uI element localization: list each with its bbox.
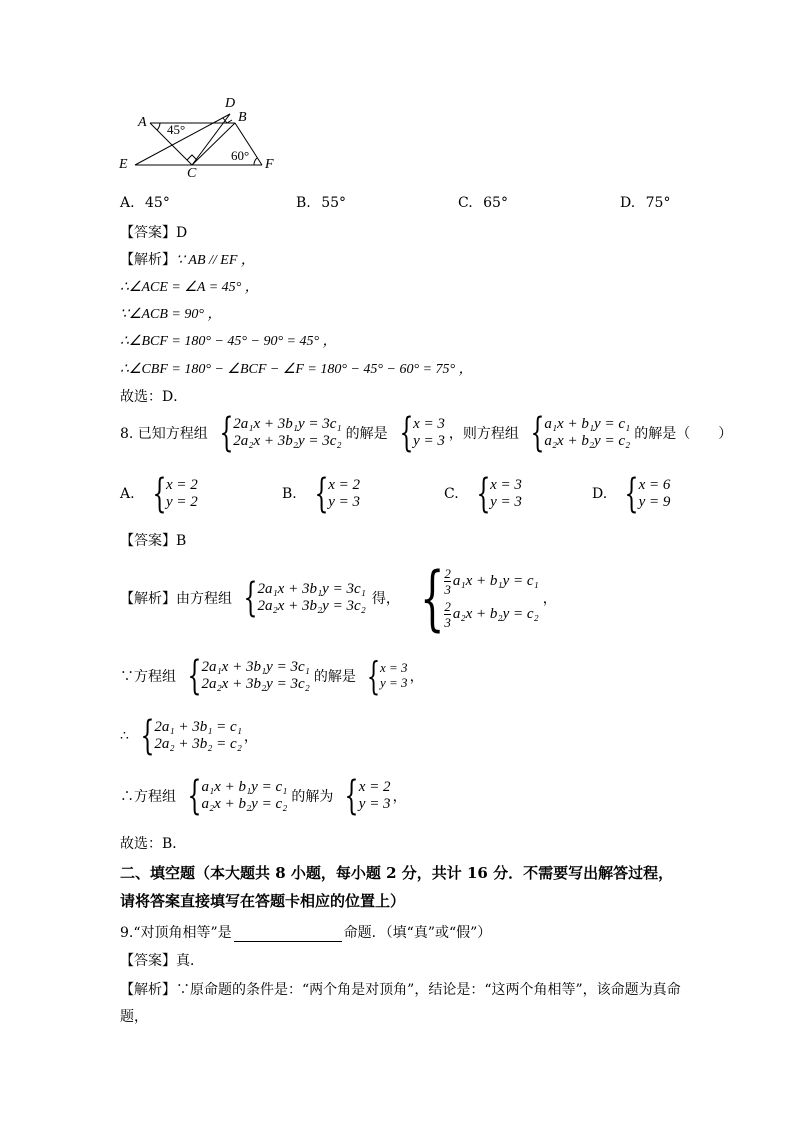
answer-value: B	[176, 533, 187, 549]
step-prefix: ∴方程组	[120, 789, 176, 805]
answer-blank	[234, 927, 342, 942]
q7-answer	[120, 222, 187, 242]
q8-analysis-step-1: 【解析】 由方程组 { 2a₁x + 3b₁y = 3c₁ 2a₂x + 3b₂y = 3c₂ 得， { $\frac{2}{3}$ a₁x + b₁y = c₁ $\frac{2}{3}$ a₂x + b₂y = c₂ ，	[120, 557, 557, 639]
q8-analysis-step-3: ∴ { 2a₁ + 3b₁ = c₁ 2a₂ + 3b₂ = c₂ ，	[120, 713, 258, 759]
point-label-c: C	[187, 166, 197, 181]
step-prefix: 由方程组	[176, 591, 232, 607]
option-letter: D.	[620, 195, 636, 211]
option-letter: C.	[444, 486, 459, 502]
q7-option-b	[296, 195, 346, 211]
right-angle-mark-c	[187, 155, 197, 160]
q9-analysis-line-2: 题，	[120, 1009, 148, 1025]
q8-conclusion: 故选：B．	[120, 836, 187, 852]
point-label-d: D	[225, 96, 236, 111]
step-mid: 的解为	[291, 789, 334, 805]
section-2-heading-line-1: 二、填空题（本大题共 8 小题，每小题 2 分，共计 16 分．不需要写出解答过程，	[120, 864, 674, 882]
step-prefix: ∵方程组	[120, 669, 176, 685]
q8-analysis-step-4: ∴方程组 { a₁x + b₁y = c₁ a₂x + b₂y = c₂ 的解为 { x = 2 y = 3 ，	[120, 773, 407, 819]
q9-prefix: 9.“对顶角相等”是	[120, 925, 232, 941]
equation: 2a₁x + 3b₁y = 3c₁	[257, 580, 366, 597]
equation: y = 9	[638, 494, 671, 510]
point-label-a: A	[138, 115, 147, 130]
equation: x = 3	[413, 415, 445, 432]
section-2-heading-line-2: 请将答案直接填写在答题卡相应的位置上）	[120, 892, 406, 910]
analysis-tag: 【解析】	[120, 982, 176, 998]
equation: x = 3	[490, 476, 522, 493]
point-label-b: B	[238, 110, 247, 125]
equation: y = 3	[490, 494, 522, 510]
equation: 2a₁ + 3b₁ = c₁	[154, 718, 242, 735]
step-prefix: ∴	[120, 728, 129, 744]
q9-answer	[120, 950, 204, 970]
comma: ，	[542, 591, 557, 607]
answer-value: 真．	[176, 953, 204, 969]
angle-arc-a	[157, 123, 160, 130]
comma: ，	[243, 729, 258, 745]
q8-mid-2: ，则方程组	[448, 426, 519, 442]
option-value: 45°	[145, 195, 170, 211]
equation: x = 2	[166, 476, 198, 493]
equation: y = 3	[380, 675, 408, 690]
option-value: 55°	[321, 195, 347, 211]
q9-stem	[120, 922, 491, 942]
equation: 2a₂x + 3b₂y = 3c₂	[233, 433, 342, 449]
equation: $\frac{2}{3}$ a₁x + b₁y = c₁	[444, 566, 539, 597]
line-dc	[192, 114, 230, 165]
option-letter: D.	[592, 486, 608, 502]
option-letter: B.	[296, 195, 311, 211]
equation: x = 3	[380, 660, 408, 676]
q7-option-c	[458, 195, 508, 211]
equation: x = 2	[328, 476, 360, 493]
equation: 2a₁x + 3b₁y = 3c₁	[201, 658, 310, 675]
equation: 2a₂ + 3b₂ = c₂	[154, 736, 242, 752]
option-letter: C.	[458, 195, 473, 211]
answer-tag: 【答案】	[120, 953, 176, 969]
angle-label-a: 45°	[167, 122, 186, 137]
q8-analysis-step-2: ∵方程组 { 2a₁x + 3b₁y = 3c₁ 2a₂x + 3b₂y = 3c₂ 的解是 { x = 3 y = 3 ，	[120, 653, 424, 699]
equation: 2a₁x + 3b₁y = 3c₁	[233, 415, 342, 432]
step-mid: 得，	[371, 591, 400, 607]
step-mid: 的解是	[313, 669, 356, 685]
q7-analysis-line-2: ∴∠ACE = ∠A = 45° ，	[120, 280, 259, 295]
q7-analysis-line-3: ∵∠ACB = 90° ，	[120, 307, 222, 322]
equation: y = 3	[328, 494, 360, 510]
comma: ，	[392, 789, 407, 805]
angle-arc-f	[254, 158, 257, 165]
equation: a₂x + b₂y = c₂	[544, 433, 631, 449]
q9-analysis-line-1	[120, 979, 681, 999]
equation: x = 6	[638, 476, 671, 493]
equation: y = 2	[166, 494, 198, 510]
q9-suffix: 命题．（填“真”或“假”）	[343, 925, 492, 941]
geometry-figure	[110, 92, 290, 182]
equation: a₁x + b₁y = c₁	[201, 778, 288, 795]
equation: y = 3	[413, 433, 445, 449]
q8-solution-1: { x = 3 y = 3	[399, 410, 445, 456]
q8-option-d: D. { x = 6 y = 9	[592, 471, 671, 517]
option-letter: B.	[282, 486, 297, 502]
q8-option-c: C. { x = 3 y = 3	[444, 471, 522, 517]
equation: y = 3	[358, 796, 391, 812]
q8-mid-1: 的解是	[345, 426, 388, 442]
q8-system-1: { 2a₁x + 3b₁y = 3c₁ 2a₂x + 3b₂y = 3c₂	[219, 410, 342, 456]
answer-tag: 【答案】	[120, 225, 176, 241]
equation: a₂x + b₂y = c₂	[201, 796, 288, 812]
equation: 2a₂x + 3b₂y = 3c₂	[201, 676, 310, 692]
analysis-text: ∵ AB // EF ，	[176, 253, 255, 268]
q8-stem	[120, 410, 733, 456]
equation: x = 2	[358, 778, 391, 795]
q8-option-a: A. { x = 2 y = 2	[120, 471, 198, 517]
q7-conclusion: 故选：D．	[120, 389, 188, 405]
q7-analysis-line-1	[120, 249, 255, 269]
analysis-tag: 【解析】	[120, 252, 176, 268]
option-letter: A.	[120, 486, 135, 502]
q7-option-a	[120, 195, 170, 211]
answer-value: D	[176, 225, 188, 241]
option-value: 75°	[645, 195, 671, 211]
option-letter: A.	[120, 195, 135, 211]
analysis-tag: 【解析】	[120, 591, 176, 607]
point-label-f: F	[265, 157, 274, 172]
equation: $\frac{2}{3}$ a₂x + b₂y = c₂	[444, 599, 539, 630]
point-label-e: E	[119, 157, 128, 172]
answer-tag: 【答案】	[120, 533, 176, 549]
comma: ，	[409, 669, 424, 685]
q8-suffix: 的解是（ ）	[634, 426, 733, 442]
q8-answer	[120, 530, 186, 550]
equation: 2a₂x + 3b₂y = 3c₂	[257, 598, 366, 614]
q7-option-d	[620, 195, 670, 211]
q7-analysis-line-4: ∴∠BCF = 180° − 45° − 90° = 45° ，	[120, 334, 337, 349]
option-value: 65°	[483, 195, 508, 211]
q8-system-2: { a₁x + b₁y = c₁ a₂x + b₂y = c₂	[530, 410, 631, 456]
line-bc	[192, 123, 235, 165]
q7-analysis-line-5: ∴∠CBF = 180° − ∠BCF − ∠F = 180° − 45° − 60° = 75° ，	[120, 362, 473, 377]
q8-option-b: B. { x = 2 y = 3	[282, 471, 360, 517]
analysis-text: ∵原命题的条件是：“两个角是对顶角”，结论是：“这两个角相等”，该命题为真命	[176, 982, 681, 998]
angle-label-f: 60°	[231, 148, 250, 163]
q8-prefix: 8. 已知方程组	[120, 426, 208, 442]
equation: a₁x + b₁y = c₁	[544, 415, 631, 432]
